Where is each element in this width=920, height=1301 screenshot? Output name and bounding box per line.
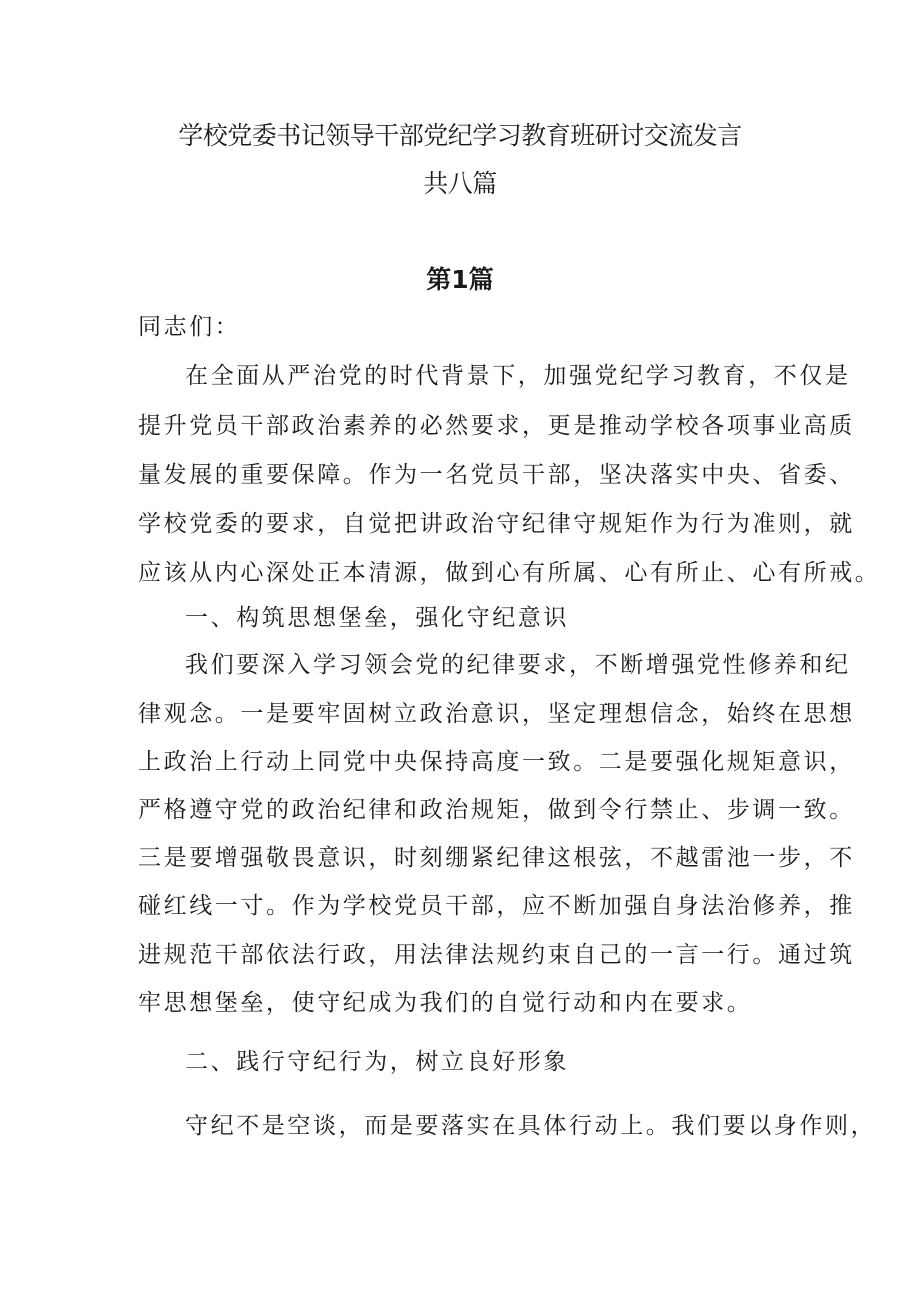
paragraph-2-line: 碰红线一寸。作为学校党员干部，应不断加强自身法治修养，推: [138, 893, 855, 919]
document-title-line-2: 共八篇: [423, 169, 497, 198]
paragraph-2-line: 牢思想堡垒，使守纪成为我们的自觉行动和内在要求。: [138, 990, 753, 1016]
section-1-heading: 一、构筑思想堡垒，强化守纪意识: [185, 605, 569, 631]
paragraph-1-line: 提升党员干部政治素养的必然要求，更是推动学校各项事业高质: [138, 413, 855, 439]
paragraph-2-line: 律观念。一是要牢固树立政治意识，坚定理想信念，始终在思想: [138, 701, 855, 727]
paragraph-2-line: 进规范干部依法行政，用法律法规约束自己的一言一行。通过筑: [138, 942, 855, 968]
paragraph-2-line: 三是要增强敬畏意识，时刻绷紧纪律这根弦，不越雷池一步，不: [138, 845, 855, 871]
paragraph-2-line: 上政治上行动上同党中央保持高度一致。二是要强化规矩意识，: [138, 749, 855, 775]
paragraph-2-line: 严格遵守党的政治纪律和政治规矩，做到令行禁止、步调一致。: [138, 797, 855, 823]
paragraph-1-line: 量发展的重要保障。作为一名党员干部，坚决落实中央、省委、: [138, 462, 855, 488]
paragraph-1-line: 应该从内心深处正本清源，做到心有所属、心有所止、心有所戒。: [138, 560, 881, 586]
section-2-heading: 二、践行守纪行为，树立良好形象: [185, 1049, 569, 1075]
paragraph-2-line: 我们要深入学习领会党的纪律要求，不断增强党性修养和纪: [185, 652, 851, 678]
paragraph-1-line: 学校党委的要求，自觉把讲政治守纪律守规矩作为行为准则，就: [138, 511, 855, 537]
document-title-line-1: 学校党委书记领导干部党纪学习教育班研讨交流发言: [178, 121, 742, 150]
paragraph-1-line: 在全面从严治党的时代背景下，加强党纪学习教育，不仅是: [185, 363, 851, 389]
chapter-heading: 第1篇: [426, 265, 494, 294]
paragraph-3-line: 守纪不是空谈，而是要落实在具体行动上。我们要以身作则，: [185, 1113, 877, 1139]
greeting: 同志们：: [138, 314, 241, 340]
